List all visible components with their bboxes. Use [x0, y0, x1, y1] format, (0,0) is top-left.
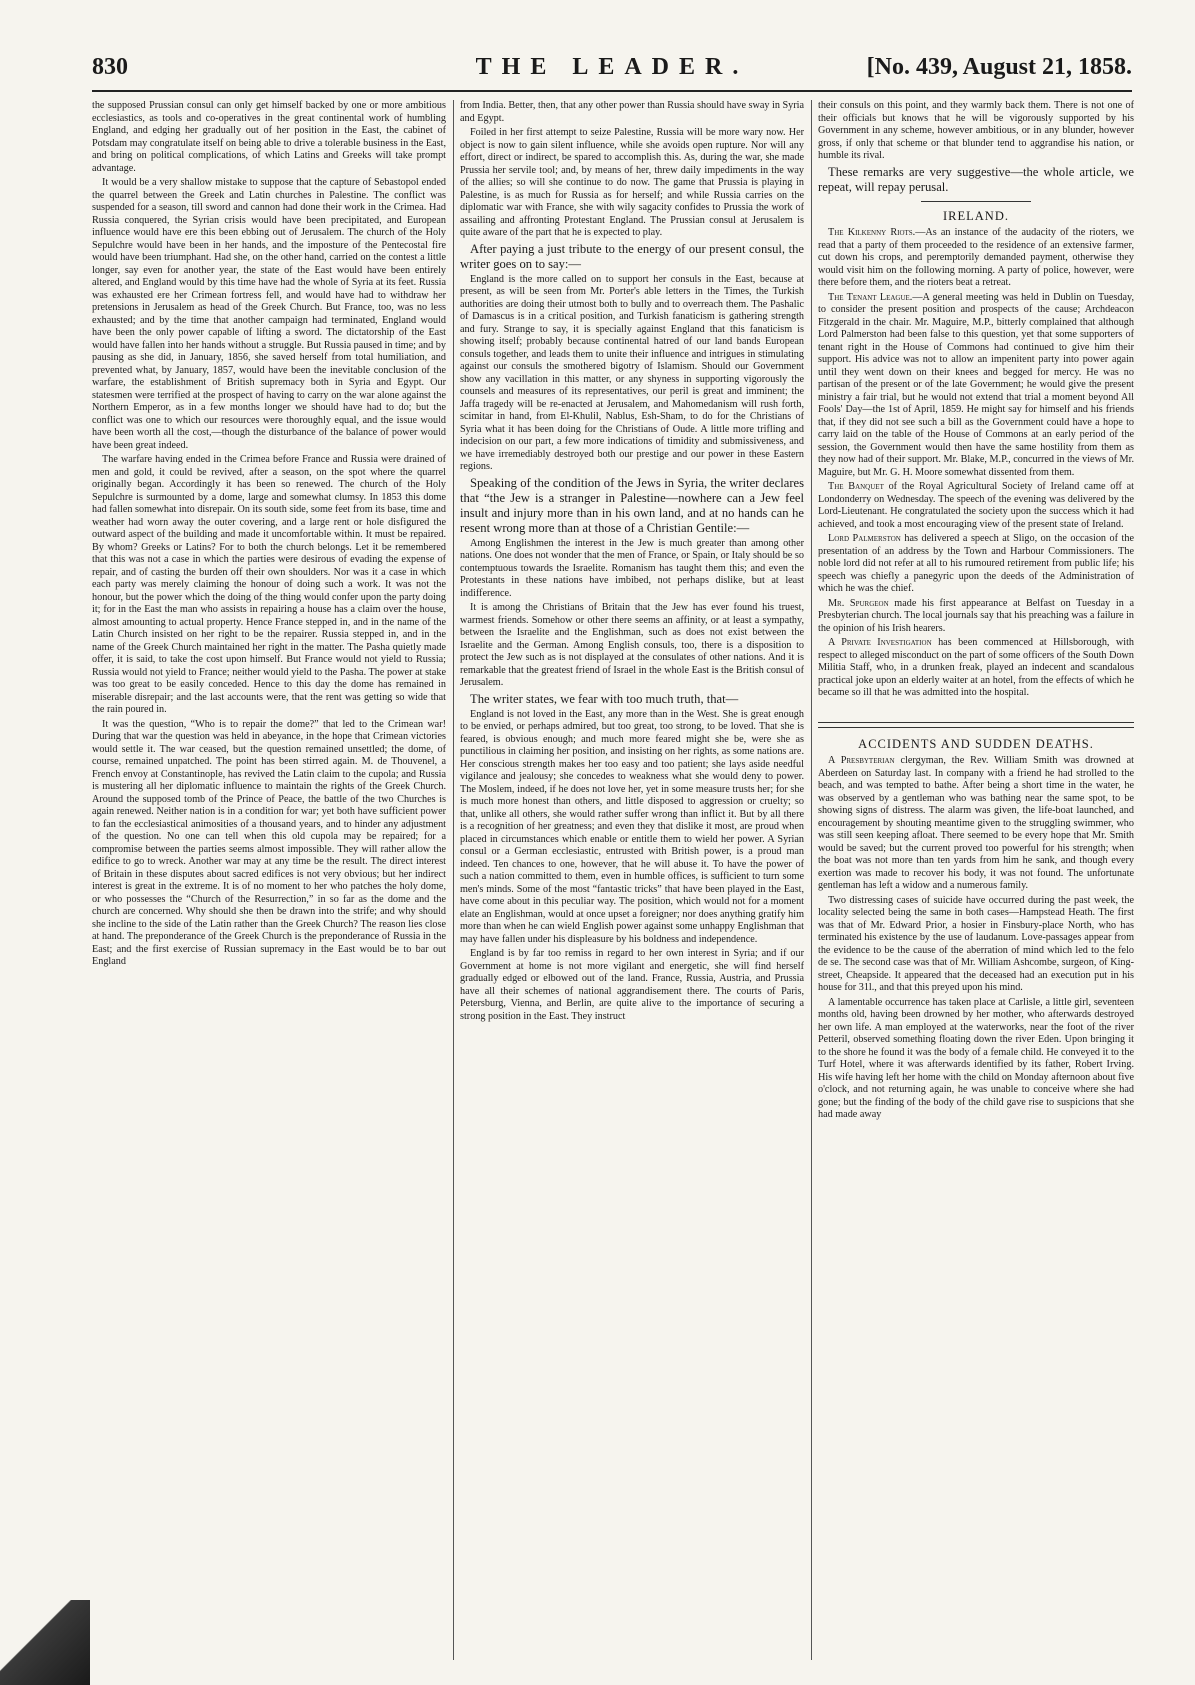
quoted-paragraph: England is the more called on to support her consuls in the East, because at present, as will be seen from Mr. Porter's able letters in the Times, the Turkish authorities are doing their utmost both to bully and to overreach them. The Pashalic of Damascus is in a critical position, and Turkish fanaticism is gathering strength and fury. Strange to say, it is specially against England that this fanaticism is showing itself; probably because continental hatred of our land bands European consuls together, and leads them to unite their influence and intrigues in stimulating against our consuls the smothered bigotry of Islamism. Should our Government show any vacillation in this matter, or any shyness in supporting vigorously the counsels and measures of its representatives, our peril is great and imminent; the Jaffa tragedy will be re-enacted at Jerusalem, and Mahomedanism will rush forth, scimitar in hand, from El-Khulil, Nablus, Esh-Sham, to do for the Christians of Syria what it has been doing for the Christians of Oude. A little more trifling and indecision on our part, a few more indications of timidity and submissiveness, and we have irremediably destroyed both our prestige and our power in these Eastern regions.: [460, 273, 804, 472]
news-item: [818, 227, 1134, 290]
quoted-paragraph: their consuls on this point, and they warmly back them. There is not one of their officials but knows that he will be vigorously supported by his Government in any scheme, however ambitious, or in any blunder, however gross, if only that scheme or that blunder tend to aggrandise his nation, or humble its rival.: [818, 100, 1134, 161]
news-item: [818, 533, 1134, 596]
news-item-text: clergyman, the Rev. William Smith was drowned at Aberdeen on Saturday last. In company with a friend he had strolled to the beach, and was tempted to bathe. After being a short time in the water, he was observed by a gentleman who was bathing near the same spot, to be showing signs of distress. The alarm was given, the life-boat launched, and encouragement by shouting meantime given to the struggling swimmer, who was still seen keeping afloat. There seemed to be every hope that Mr. Smith would be saved; but the current proved too powerful for his strength; when the boat was not more than ten yards from him he sank, and though every exertion was made to recover his body, it was not found. The unfortunate gentleman has left a widow and a numerous family.: [818, 755, 1134, 891]
news-item: [818, 481, 1134, 531]
ireland-news: [818, 227, 1134, 700]
news-item-lead: Mr. Spurgeon: [828, 597, 889, 609]
article-paragraph: The writer states, we fear with too much truth, that—: [470, 691, 739, 706]
column-divider: [453, 100, 454, 1660]
news-item-lead: Lord Palmerston: [828, 533, 901, 544]
article-paragraph: Speaking of the condition of the Jews in Syria, the writer declares that “the Jew is a stranger in Palestine—nowhere can a Jew feel insult and injury more than in his own land, and at no hands can he resent wrong more than at those of a Christian Gentile:—: [460, 475, 804, 535]
news-item-text: has been commenced at Hillsborough, with respect to alleged misconduct on the part of some officers of the South Down Militia Staff, who, in a drunken freak, played an indecent and scandalous practical joke upon an elderly waiter at an hotel, from the effects of which he became so ill that he was admitted into the hospital.: [818, 637, 1134, 698]
news-item-text: made his first appearance at Belfast on Tuesday in a Presbyterian church. The local journals say that his preaching was a failure in the opinion of his Irish hearers.: [818, 597, 1134, 634]
news-item-lead: A Presbyterian: [828, 755, 895, 766]
news-item-text: —As an instance of the audacity of the rioters, we read that a party of them proceeded to the residence of an extensive farmer, cut down his crops, and peremptorily demanded payment, otherwise they would visit him on the following morning. A party of police, however, were there before them, and the rioters beat a retreat.: [818, 227, 1134, 288]
news-item-text: A lamentable occurrence has taken place at Carlisle, a little girl, seventeen months old, having been drowned by her mother, who afterwards destroyed her own life. A man employed at the waterworks, near the foot of the river Petteril, observed something floating down the river Eden. Upon bringing it to the shore he found it was the body of a female child. He conveyed it to the Turf Hotel, where it was afterwards identified by its father, Robert Irving. His wife having left her home with the child on Monday afternoon about five o'clock, and not returning again, he was unable to conceive where she had gone; but the finding of the body of the child gave rise to suspicions that she had made away: [818, 996, 1134, 1120]
quoted-paragraph: England is not loved in the East, any more than in the West. She is great enough to be envied, or perhaps admired, but too great, too strong, to be loved. That she is feared, is obvious enough; and much more feared might she be, were she as punctilious in claiming her position, and insisting on her rights, as some nations are. Her conscious strength makes her too easy and too patient; she lays aside needful vigilance and jealousy; she concedes to weakness what she would deny to power. The Moslem, indeed, if he does not love her, yet in some measure trusts her; for she is much more honest than others, and little disposed to aggression or cruelty; so that, unlike all others, she would rather suffer wrong than inflict it. But by all there is a recognition of her greatness; and even they that dislike it most, are proud when placed in circumstances which enable or entitle them to wield her power. A Syrian consul or a German ecclesiastic, entrusted with British power, is a proud man indeed. Ten chances to one, however, that he will abuse it. To have the power of such a nation committed to them, even in humble offices, is sufficient to turn some men's minds. Some of the most “fantastic tricks” that have been played in the East, have come about in this peculiar way. The position, which would not for a moment elate an Englishman, would at once upset a foreigner; nor does anything gratify him more than when he can wield English power against some unhappy Englishman that may have fallen under his displeasure by his boldness and independence.: [460, 708, 804, 945]
quoted-paragraph: It is among the Christians of Britain that the Jew has ever found his truest, warmest friends. Somehow or other there seems an affinity, or at least a sympathy, between the Israelite and the Englishman, such as does not exist between the Israelite and the German. Among English consuls, too, there is a disposition to protect the Jew such as is not displayed at the consulates of other nations. And it is remarkable that the greatest friend of Israel in the whole East is the British consul of Jerusalem.: [460, 602, 804, 688]
quoted-paragraph: Among Englishmen the interest in the Jew is much greater than among other nations. One does not wonder that the men of France, or Spain, or Italy should be so contemptuous towards the Israelite. Romanism has taught them this; and even the Protestants in these nations have imbibed, not perhaps dislike, but at least indifference.: [460, 537, 804, 599]
news-item-text: of the Royal Agricultural Society of Ireland came off at Londonderry on Wednesday. The speech of the evening was delivered by the Lord-Lieutenant. He congratulated the society upon the success which it had achieved, and took a most encouraging view of the present state of Ireland.: [818, 481, 1134, 530]
article-paragraph: the supposed Prussian consul can only get himself backed by one or more ambitious ecclesiastics, as tools and co-operatives in the great continental work of humbling England, and edging her gradually out of her position in the East, the cabinet of Potsdam may congratulate itself on being able to drive a tolerable business in the East, and bring on political complications, of which Latins and Greeks will take prompt advantage.: [92, 100, 446, 174]
page-number: 830: [92, 54, 128, 80]
news-item: [818, 997, 1134, 1122]
news-item: [818, 895, 1134, 995]
news-item-text: has delivered a speech at Sligo, on the occasion of the presentation of an address by the Town and Harbour Commissioners. The noble lord did not refer at all to his rumoured retirement from public life; his speech was chiefly a panegyric upon the deeds of the Administration of which he was the chief.: [818, 533, 1134, 594]
news-item: [818, 755, 1134, 893]
article-paragraph: Foiled in her first attempt to seize Palestine, Russia will be more wary now. Her object is now to gain silent influence, while she avoids open rupture. Nor will any effort, direct or indirect, be spared to accomplish this. As, during the war, she made Prussia her servile tool; and, by means of her, threw daily impediments in the way of the allies; so will she continue to do now. The game that Prussia is playing in Palestine, is as much for Russia as for herself; and while Russia carries on the diplomatic war with France, she with wily sagacity confides to Prussia the work of assailing and affronting Protestant England. The Prussian consul at Jerusalem is quite aware of the part that he is expected to play.: [460, 127, 804, 238]
article-paragraph: from India. Better, then, that any other power than Russia should have sway in Syria and Egypt.: [460, 100, 804, 124]
newspaper-title: THE LEADER.: [475, 54, 749, 80]
issue-date: [No. 439, August 21, 1858.: [866, 54, 1132, 80]
section-heading-ireland: IRELAND.: [943, 208, 1009, 223]
column-1: [92, 100, 446, 1675]
column-2: [460, 100, 804, 1675]
news-item: [818, 598, 1134, 636]
article-paragraph: These remarks are very suggestive—the whole article, we repeat, will repay perusal.: [818, 164, 1134, 194]
section-heading-accidents: ACCIDENTS AND SUDDEN DEATHS.: [858, 736, 1094, 751]
news-item-lead: The Tenant League.: [828, 291, 913, 303]
section-double-rule: [818, 722, 1134, 728]
news-item-lead: The Kilkenny Riots.: [828, 227, 916, 238]
news-item-text: Two distressing cases of suicide have occurred during the past week, the locality selected being the same in both cases—Hampstead Heath. The first was that of Mr. Edward Prior, a hosier in Finsbury-place North, who has terminated his existence by the use of laudanum. Love-passages appear from the evidence to be the cause of the aberration of mind which led to the felo de se. The second case was that of Mr. William Ashcombe, surgeon, of King-street, Cheapside. It appeared that the deceased had an execution put in his house for 31l., and that this preyed upon his mind.: [818, 894, 1134, 993]
article-paragraph: It was the question, “Who is to repair the dome?” that led to the Crimean war! During that war the question was held in abeyance, in the hope that Crimean victories would settle it. The war ceased, but the question remained unsettled; the dome, of course, remained unpatched. The point has been stirred again. M. de Thouvenel, a French envoy at Constantinople, has revived the Latin claim to the cupola; and Russia is mustering all her diplomatic influence to maintain the rights of the Greek Church. Around the supposed tomb of the Prince of Peace, the battle of the two Churches is again renewed. Neither nation is in a condition for war; yet both have sufficient power to fan the ecclesiastical animosities of a thousand years, and to hinder any adjustment of the question. No one can tell when this old cupola may be repaired; for a compromise between the parties seems almost impossible. They will rather allow the edifice to go to wreck. Another war may at any time be the result. The direct interest of Britain in these disputes about sacred edifices is not very obvious; but her indirect interest is great in the extreme. It is of no moment to her who patches the holy dome, or who possesses the “Church of the Resurrection,” in so far as the dome and the church are concerned. Why should she then be drawn into the strife; and why should she incline to the side of the Latin rather than the Greek Church? The reason lies close at hand. The preponderance of the Greek Church is the preponderance of Russia in the East; and the first exercise of Russian supremacy in the East would be to bar out England: [92, 718, 446, 967]
column-divider: [811, 100, 812, 1660]
article-paragraph: After paying a just tribute to the energy of our present consul, the writer goes on to say:—: [460, 241, 804, 271]
news-item: [818, 292, 1134, 480]
masthead: [92, 50, 1132, 92]
page-corner-shadow: [0, 1600, 90, 1685]
column-3: [818, 100, 1134, 1675]
news-item-lead: A Private Investigation: [828, 637, 932, 648]
quoted-paragraph: England is by far too remiss in regard to her own interest in Syria; and if our Government at home is not more vigilant and energetic, she will find herself gradually edged or elbowed out of the land. France, Russia, Austria, and Prussia have all their schemes of national aggrandisement there. The courts of Paris, Petersburg, Vienna, and Berlin, are quite alive to the importance of securing a strong position in the East. They instruct: [460, 948, 804, 1022]
news-item-lead: The Banquet: [828, 481, 884, 492]
article-paragraph: It would be a very shallow mistake to suppose that the capture of Sebastopol ended the quarrel between the Greek and Latin churches in Palestine. The conflict was suspended for a season, till sword and cannon had done their work in the Crimea. Had Russia conquered, the Syrian crisis would have been precipitated, and European influence would have ere this been ebbing out of Jerusalem. The church of the Holy Sepulchre would have been in her hands, and the imposture of the Pentecostal fire would have been triumphant. Had she, on the other hand, carried on the contest a little longer, say even for another year, the state of the East would have been entirely altered, and England would by this time have had the whole of Syria at its feet. Russia was exhausted ere her Crimean fortress fell, and would have had to withdraw her pretensions in Jerusalem as head of the Greek Church. But France, too, was no less exhausted; and by the time that another campaign had terminated, England would have been the only power capable of lifting a sword. The dictatorship of the East would have fallen into her hands without a struggle. But Russia paused in time; and by pausing as she did, in January, 1856, she saved herself from total humiliation, and prevented what, by January, 1857, would have been the inevitable conclusion of the warfare, the establishment of British supremacy both in Syria and Egypt. Our statesmen were terrified at the prospect of having to carry on the war alone against the Northern Emperor, as in a few months longer we should have had to do; but the conflict was one to which our resources were thoroughly equal, and the issue would have been worth all the cost,—though the disturbance of the balance of power would have been great indeed.: [92, 177, 446, 451]
news-item: [818, 637, 1134, 700]
accidents-news: [818, 755, 1134, 1122]
news-item-text: —A general meeting was held in Dublin on Tuesday, to consider the present position and prospects of the cause; Archdeacon Fitzgerald in the chair. Mr. Maguire, M.P., bitterly complained that although Lord Palmerston had been false to this question, yet that some supporters of tenant right in the House of Commons had continued to give him their support. His advice was not to allow an impenitent party into power again until they went down on their knees and begged for mercy. He was no partisan of the present or of the late Government; he would give the present ministry a fair trial, but he would not extend that trial a moment beyond All Fools' Day—the 1st of April, 1859. He might say for himself and his friends that, if they did not see such a bill as the Government could have a hope to carry laid on the table of the House of Commons at an early period of the session, the Government would then have the same hostility from them as they now had of their support. Mr. Blake, M.P., concurred in the views of Mr. Maguire, but Mr. G. H. Moore somewhat dissented from them.: [818, 291, 1134, 478]
section-rule: [921, 201, 1031, 202]
article-paragraph: The warfare having ended in the Crimea before France and Russia were drained of men and gold, it could be revived, after a season, on the spot where the quarrel originally began. Accordingly it has been so renewed. The church of the Holy Sepulchre is surmounted by a dome, large and somewhat clumsy. In 1853 this dome had fallen somewhat into disrepair. On its south side, some feet from its base, time and weather had worn away the outer covering, and a large rent or hole disfigured the outward aspect of the building and made it uncomfortable within. It must be repaired. By whom? Greeks or Latins? For to both the church belongs. Let it be remembered that this was not a case in which the parties were desirous of evading the expense of repair, and of casting the burden off their own shoulders. Nor was it a case in which each party was merely claiming the honour of doing such a work. It was not the honour, but the power which the doing of the thing would confer upon the party doing it; for in the East the man who assists in repairing a house has a claim over the house, almost amounting to actual property. Hence France stepped in, and in the name of the Latin Church insisted on her right to be the repairer. Russia stepped in, and in the name of the Greek Church maintained her right in the matter. The Pasha quietly made offer, it is said, to take the cost upon himself. But France would not yield to Russia; Russia would not yield to France; neither would yield to the Pasha. The power at stake was too great to be easily conceded. Hence to this day the dome has remained in miserable disrepair; and the last accounts were, that the rent was getting so wide that the rain poured in.: [92, 454, 446, 715]
